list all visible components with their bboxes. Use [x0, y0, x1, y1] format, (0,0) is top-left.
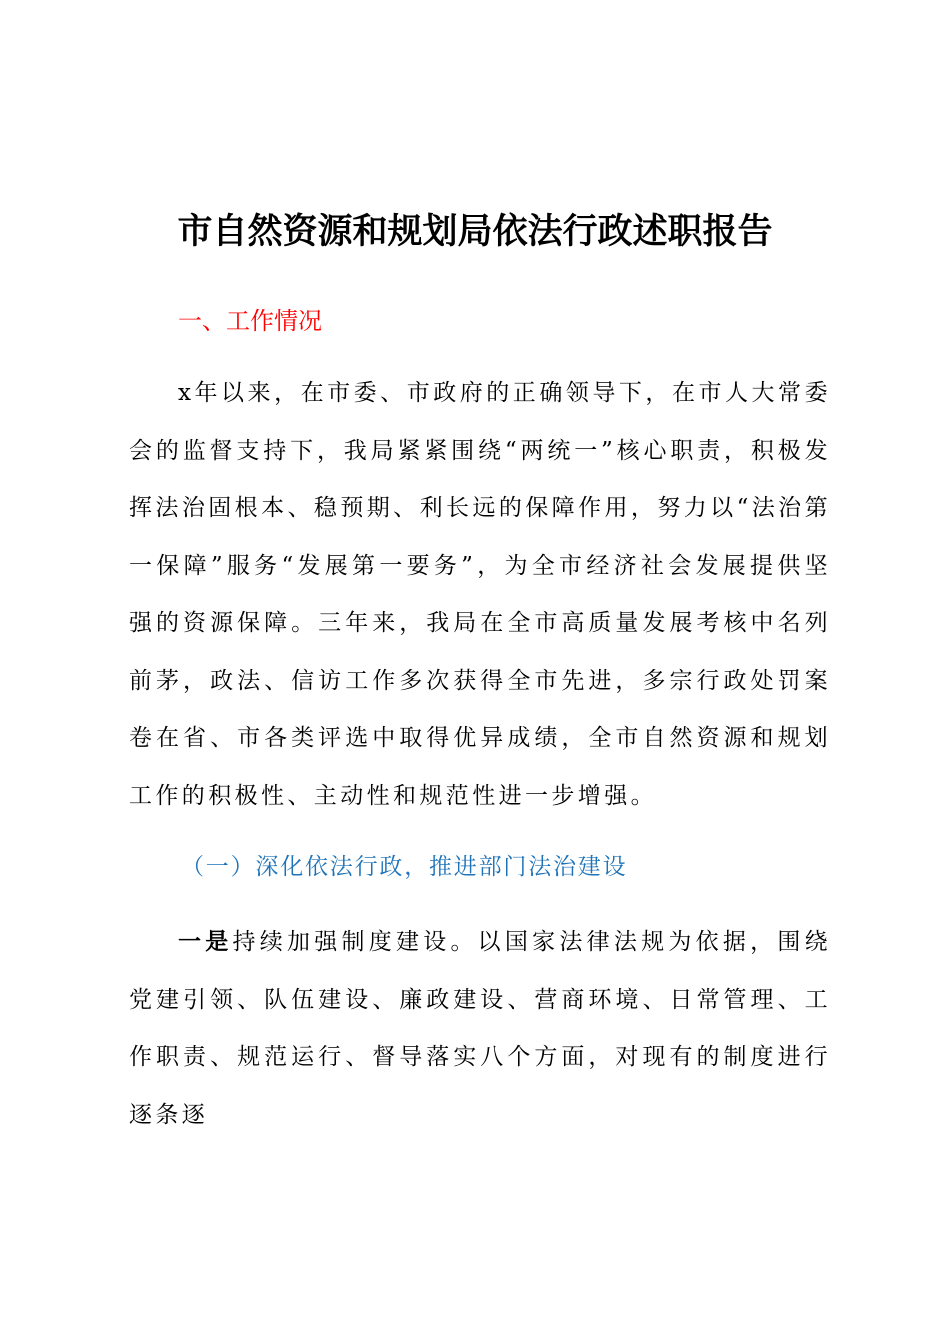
- document-title: 市自然资源和规划局依法行政述职报告: [177, 211, 773, 252]
- body-paragraph-2: [129, 914, 831, 1144]
- section-heading-work-status: 一、工作情况: [178, 307, 322, 335]
- paragraph-body-text: 持续加强制度建设。以国家法律法规为依据，围绕党建引领、队伍建设、廉政建设、营商环境、日常管理、工作职责、规范运行、督导落实八个方面，对现有的制度进行逐条逐: [129, 929, 831, 1128]
- body-paragraph-1: x年以来，在市委、市政府的正确领导下，在市人大常委会的监督支持下，我局紧紧围绕“两统一”核心职责，积极发挥法治固根本、稳预期、利长远的保障作用，努力以“法治第一保障”服务“发展第一要务”，为全市经济社会发展提供坚强的资源保障。三年来，我局在全市高质量发展考核中名列前茅，政法、信访工作多次获得全市先进，多宗行政处罚案卷在省、市各类评选中取得优异成绩，全市自然资源和规划工作的积极性、主动性和规范性进一步增强。: [129, 380, 831, 809]
- subsection-heading-1: （一）深化依法行政，推进部门法治建设: [181, 854, 628, 880]
- paragraph-lead-text: 一是: [178, 929, 233, 955]
